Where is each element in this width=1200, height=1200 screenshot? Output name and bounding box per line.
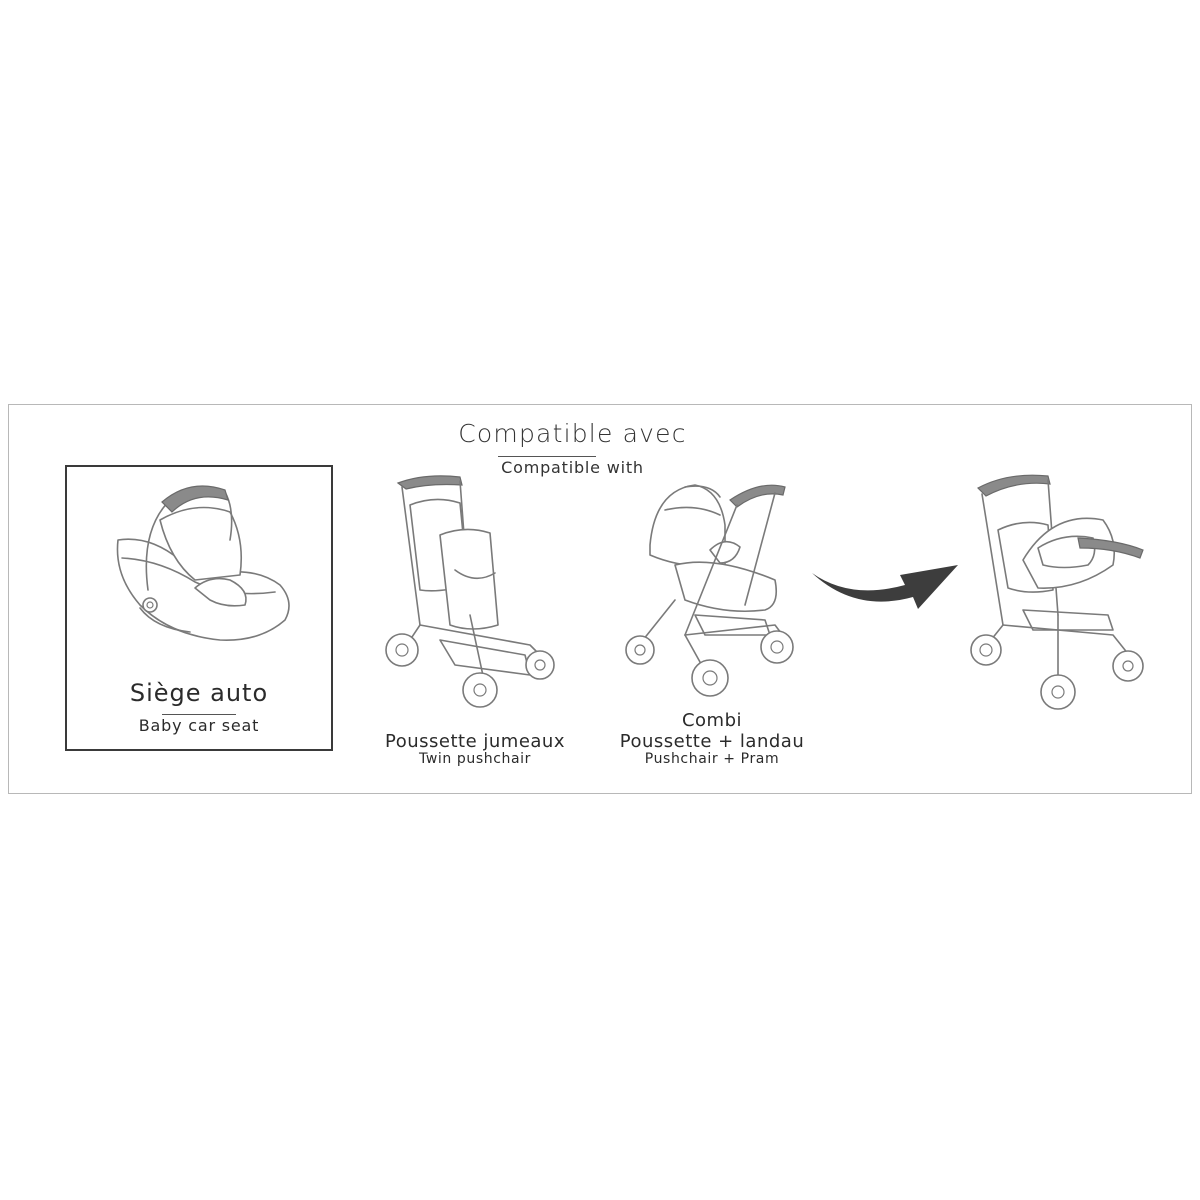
pushchair-with-car-seat-icon [968,470,1153,720]
pushchair-pram-label-fr-line1: Combi [681,710,743,731]
car-seat-label-en: Baby car seat [138,716,260,735]
heading-divider [498,456,596,457]
car-seat-label-fr: Siège auto [129,679,269,707]
car-seat-icon [100,480,300,660]
car-seat-divider [162,714,236,715]
pushchair-pram-icon [625,475,805,705]
pushchair-pram-label-en: Pushchair + Pram [644,751,780,767]
twin-pushchair-icon [380,475,570,720]
heading-title-fr: Compatible avec [458,419,687,448]
heading-title-en: Compatible with [501,458,644,477]
right-arrow-icon [810,555,960,615]
pushchair-pram-label-fr-line2: Poussette + landau [619,731,805,752]
twin-pushchair-label-en: Twin pushchair [418,751,532,767]
twin-pushchair-label-fr: Poussette jumeaux [385,731,565,752]
